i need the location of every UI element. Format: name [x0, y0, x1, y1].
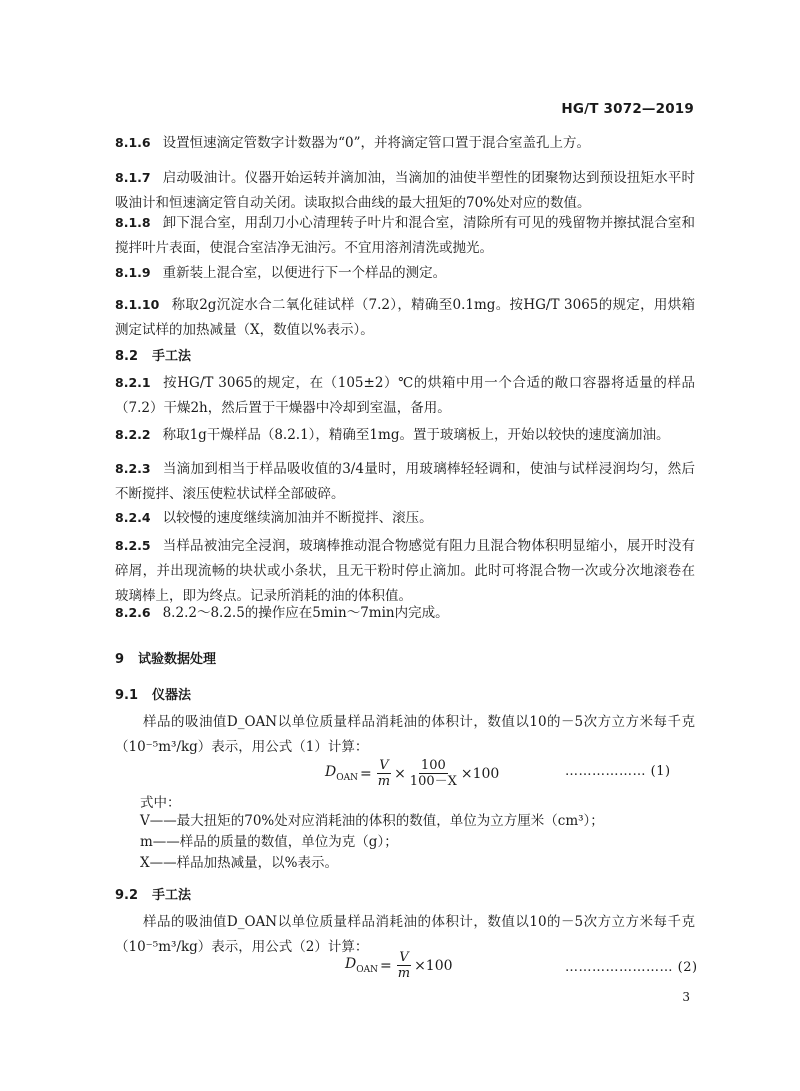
fraction-moisture-correction: $\frac{100}{100-X}$: [409, 758, 457, 789]
clause-text: 以较慢的速度继续滴加油并不断搅拌、滚压。: [162, 510, 433, 526]
fraction-v-over-m: $\frac{V}{m}$: [397, 950, 411, 981]
clause-text: 设置恒速滴定管数字计数器为“0”，并将滴定管口置于混合室盖孔上方。: [162, 135, 590, 151]
clause-text: 称取1g干燥样品（8.2.1），精确至1mg。置于玻璃板上，开始以较快的速度滴加油。: [162, 427, 670, 443]
clause-text: 卸下混合室，用刮刀小心清理转子叶片和混合室，清除所有可见的残留物并擦拭混合室和搅拌叶片表面，使混合室洁净无油污。不宜用溶剂清洗或抛光。: [115, 215, 695, 256]
clause-8-1-8: [115, 210, 695, 261]
clause-number: 8.2.4: [115, 510, 151, 525]
clause-8-2-4: [115, 505, 695, 531]
formula-lhs: $D_{OAN}$: [345, 956, 378, 975]
clause-number: 8.1.7: [115, 170, 151, 185]
clause-8-2-6: [115, 600, 695, 626]
section-heading-9: [115, 648, 216, 667]
section-number: 9.1: [115, 688, 139, 703]
clause-8-1-7: [115, 165, 695, 216]
definition-v: V——最大扭矩的70%处对应消耗油的体积的数值，单位为立方厘米（cm³）；: [140, 813, 604, 829]
clause-8-2-1: [115, 370, 695, 421]
clause-number: 8.1.6: [115, 135, 151, 150]
equation-number-1: ……………… (1): [565, 764, 671, 779]
clause-8-2-3: [115, 456, 695, 507]
definition-x: X——样品加热减量，以%表示。: [140, 855, 338, 871]
section-number: 8.2: [115, 349, 139, 364]
clause-number: 8.2.1: [115, 375, 151, 390]
clause-number: 8.2.5: [115, 538, 151, 553]
where-label: 式中：: [140, 795, 181, 811]
clause-number: 8.2.6: [115, 605, 151, 620]
section-title: 试验数据处理: [138, 652, 217, 667]
formula-1: $D_{OAN}$ = $\frac{V}{m}$ × $\frac{100}{100-X}$ ×100: [325, 758, 500, 789]
clause-text: 8.2.2～8.2.5的操作应在5min～7min内完成。: [162, 605, 449, 621]
clause-text: 称取2g沉淀水合二氧化硅试样（7.2），精确至0.1mg。按HG/T 3065的规定，用烘箱测定试样的加热减量（X，数值以%表示）。: [115, 297, 695, 338]
equation-number-2: …………………… (2): [565, 960, 698, 975]
clause-text: 当样品被油完全浸润，玻璃棒推动混合物感觉有阻力且混合物体积明显缩小，展开时没有碎屑，并出现流畅的块状或小条状，且无干粉时停止滴加。此时可将混合物一次或分次地滚卷在玻璃棒上，即为终点。记录所消耗的油的体积值。: [115, 538, 695, 604]
clause-text: 重新装上混合室，以便进行下一个样品的测定。: [162, 265, 447, 281]
section-number: 9.2: [115, 888, 139, 903]
clause-number: 8.2.2: [115, 427, 151, 442]
clause-number: 8.2.3: [115, 461, 151, 476]
clause-8-1-10: [115, 292, 695, 343]
clause-text: 当滴加到相当于样品吸收值的3/4量时，用玻璃棒轻轻调和，使油与试样浸润均匀，然后不断搅拌、滚压使粒状试样全部破碎。: [115, 461, 695, 502]
section-9-1-intro: 样品的吸油值D_OAN以单位质量样品消耗油的体积计，数值以10的－5次方立方米每千克（10⁻⁵m³/kg）表示，用公式（1）计算：: [115, 714, 695, 755]
clause-text: 按HG/T 3065的规定，在（105±2）℃的烘箱中用一个合适的敞口容器将适量的样品（7.2）干燥2h，然后置于干燥器中冷却到室温，备用。: [115, 375, 695, 416]
page-number: 3: [682, 990, 690, 1004]
clause-number: 8.1.8: [115, 215, 151, 230]
clause-text: 启动吸油计。仪器开始运转并滴加油，当滴加的油使半塑性的团聚物达到预设扭矩水平时吸油计和恒速滴定管自动关闭。读取拟合曲线的最大扭矩的70%处对应的数值。: [115, 170, 695, 211]
formula-lhs: $D_{OAN}$: [325, 764, 358, 783]
section-9-2-intro: 样品的吸油值D_OAN以单位质量样品消耗油的体积计，数值以10的－5次方立方米每千克（10⁻⁵m³/kg）表示，用公式（2）计算：: [115, 914, 695, 955]
standard-code: HG/T 3072—2019: [561, 101, 694, 117]
section-heading-9-2: [115, 884, 191, 903]
fraction-v-over-m: $\frac{V}{m}$: [377, 758, 391, 789]
section-number: 9: [115, 652, 125, 667]
section-heading-8-2: [115, 345, 191, 364]
section-title: 手工法: [152, 349, 192, 364]
formula-2: $D_{OAN}$ = $\frac{V}{m}$ ×100: [345, 950, 453, 981]
clause-8-1-6: [115, 130, 695, 156]
definition-m: m——样品的质量的数值，单位为克（g）；: [140, 834, 398, 850]
clause-8-2-5: [115, 533, 695, 609]
section-heading-9-1: [115, 684, 191, 703]
clause-number: 8.1.10: [115, 297, 160, 312]
section-title: 手工法: [152, 888, 192, 903]
section-title: 仪器法: [152, 688, 192, 703]
clause-8-2-2: [115, 422, 695, 448]
clause-number: 8.1.9: [115, 265, 151, 280]
clause-8-1-9: [115, 260, 695, 286]
